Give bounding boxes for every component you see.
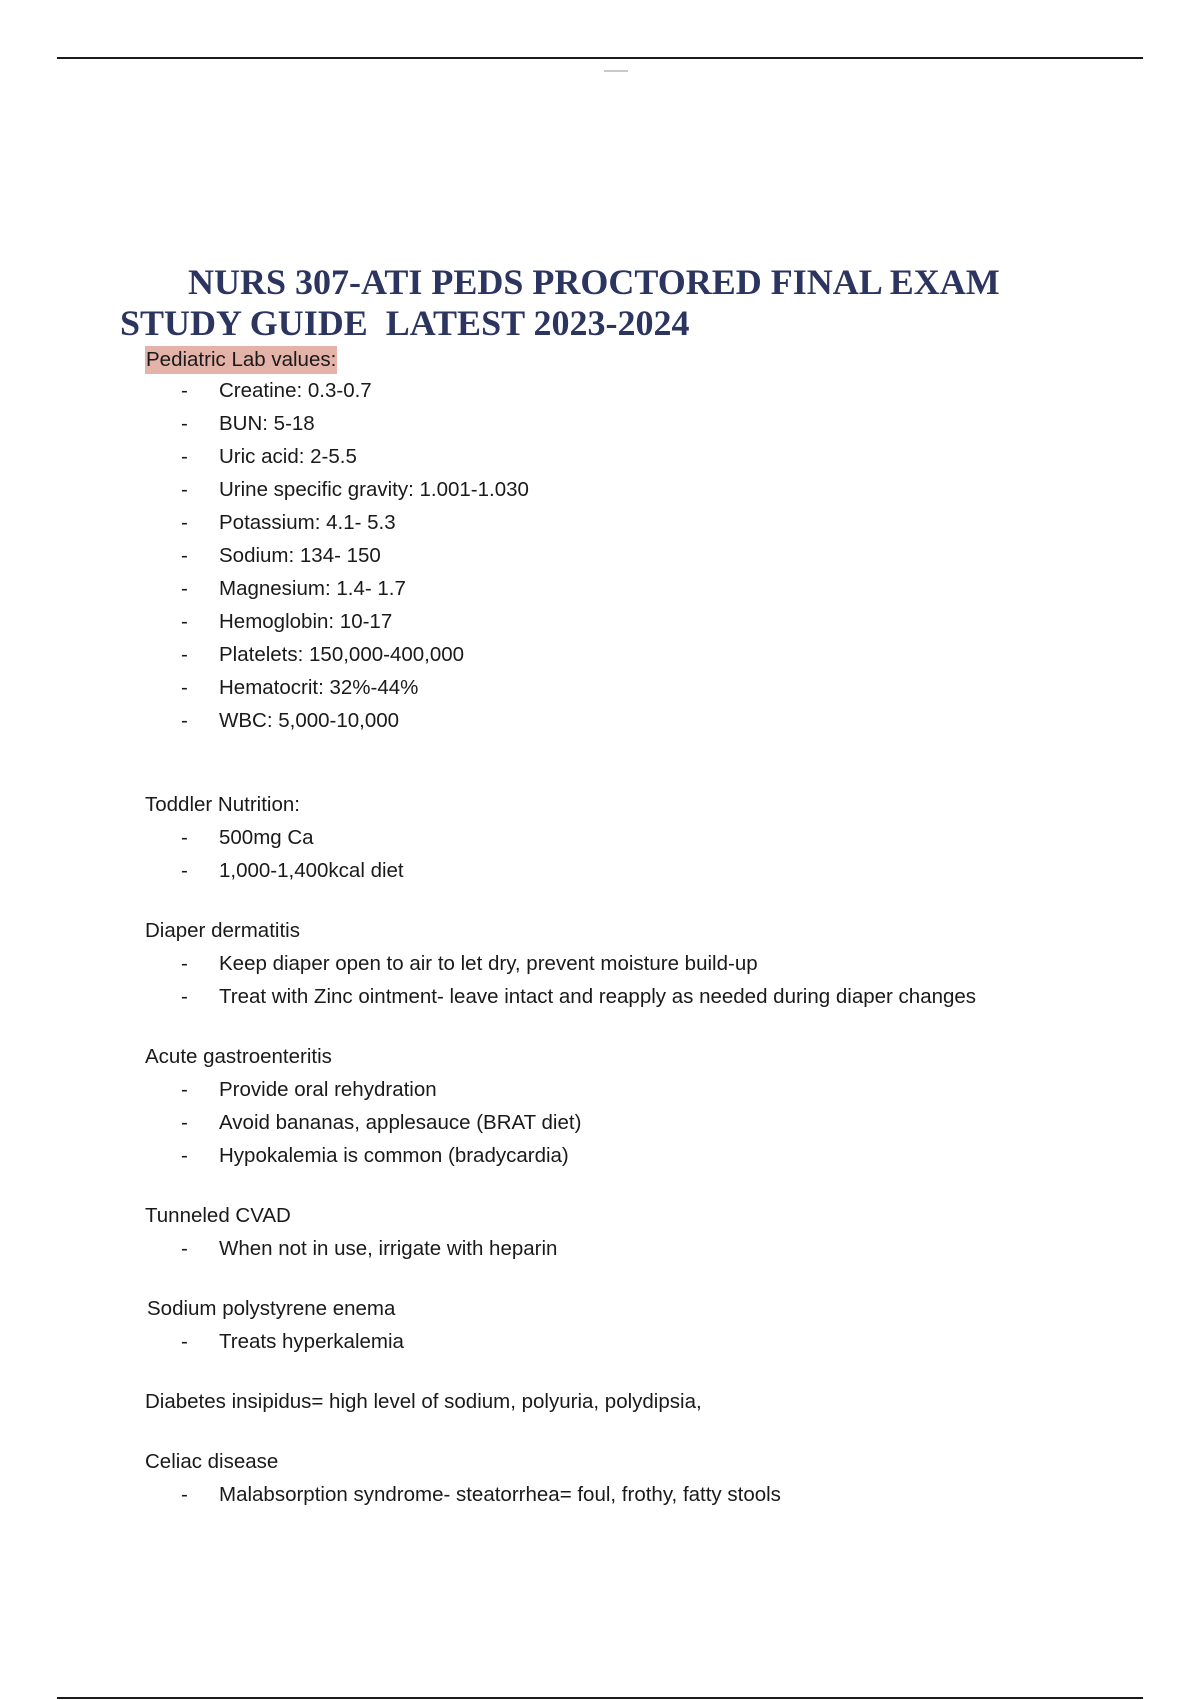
dash-bullet: - <box>181 577 188 600</box>
dash-bullet: - <box>181 985 188 1008</box>
list-item-text: Treats hyperkalemia <box>219 1330 404 1353</box>
list-item-text: Provide oral rehydration <box>219 1078 437 1101</box>
bullet-list <box>145 1232 1125 1265</box>
list-item <box>145 1106 1125 1139</box>
dash-bullet: - <box>181 511 188 534</box>
list-item <box>145 1232 1125 1265</box>
spacer <box>145 1013 1125 1041</box>
bullet-list <box>145 1478 1125 1511</box>
dash-bullet: - <box>181 379 188 402</box>
list-item-text: Platelets: 150,000-400,000 <box>219 643 465 666</box>
list-item-text: Keep diaper open to air to let dry, prevent moisture build-up <box>219 952 758 975</box>
list-item <box>145 638 1125 671</box>
spacer <box>145 737 1125 789</box>
spacer <box>145 887 1125 915</box>
list-item <box>145 671 1125 704</box>
list-item <box>145 539 1125 572</box>
title-line-1: NURS 307-ATI PEDS PROCTORED FINAL EXAM <box>188 262 1000 302</box>
list-item-text: Treat with Zinc ointment- leave intact and reapply as needed during diaper changes <box>219 985 977 1008</box>
list-item <box>145 1325 1125 1358</box>
spacer <box>145 1265 1125 1293</box>
list-item-text: Magnesium: 1.4- 1.7 <box>219 577 406 600</box>
dash-bullet: - <box>181 478 188 501</box>
dash-bullet: - <box>181 826 188 849</box>
list-item <box>145 1478 1125 1511</box>
dash-bullet: - <box>181 1111 188 1134</box>
page-bottom-rule <box>57 1697 1143 1699</box>
title-line-2: STUDY GUIDE LATEST 2023-2024 <box>120 303 690 343</box>
list-item <box>145 506 1125 539</box>
list-item-text: 500mg Ca <box>219 826 314 849</box>
section-heading: Diabetes insipidus= high level of sodium, polyuria, polydipsia, <box>145 1390 702 1413</box>
section-heading: Celiac disease <box>145 1450 279 1473</box>
list-item-text: Hemoglobin: 10-17 <box>219 610 393 633</box>
list-item <box>145 605 1125 638</box>
dash-bullet: - <box>181 412 188 435</box>
section-sodium-polystyrene-enema <box>145 1293 1125 1358</box>
list-item <box>145 374 1125 407</box>
list-item <box>145 1139 1125 1172</box>
document-title <box>120 262 1120 344</box>
dash-bullet: - <box>181 1330 188 1353</box>
dash-bullet: - <box>181 1144 188 1167</box>
list-item-text: When not in use, irrigate with heparin <box>219 1237 558 1260</box>
bullet-list <box>145 1325 1125 1358</box>
dash-bullet: - <box>181 445 188 468</box>
list-item <box>145 821 1125 854</box>
header-mark <box>604 70 628 72</box>
list-item-text: Hypokalemia is common (bradycardia) <box>219 1144 569 1167</box>
list-item <box>145 854 1125 887</box>
list-item-text: WBC: 5,000-10,000 <box>219 709 400 732</box>
section-heading: Diaper dermatitis <box>145 919 300 942</box>
study-guide-content <box>145 346 1125 1511</box>
section-celiac-disease <box>145 1446 1125 1511</box>
dash-bullet: - <box>181 1078 188 1101</box>
list-item <box>145 1073 1125 1106</box>
section-toddler-nutrition <box>145 789 1125 887</box>
bullet-list <box>145 1073 1125 1172</box>
list-item-text: 1,000-1,400kcal diet <box>219 859 404 882</box>
spacer <box>145 1358 1125 1386</box>
section-heading: Sodium polystyrene enema <box>147 1297 396 1320</box>
spacer <box>145 1172 1125 1200</box>
dash-bullet: - <box>181 1483 188 1506</box>
dash-bullet: - <box>181 1237 188 1260</box>
bullet-list <box>145 374 1125 737</box>
list-item-text: BUN: 5-18 <box>219 412 315 435</box>
dash-bullet: - <box>181 709 188 732</box>
section-heading: Tunneled CVAD <box>145 1204 291 1227</box>
list-item <box>145 572 1125 605</box>
list-item-text: Avoid bananas, applesauce (BRAT diet) <box>219 1111 582 1134</box>
spacer <box>145 1418 1125 1446</box>
list-item-text: Hematocrit: 32%-44% <box>219 676 419 699</box>
dash-bullet: - <box>181 643 188 666</box>
dash-bullet: - <box>181 610 188 633</box>
dash-bullet: - <box>181 676 188 699</box>
page-top-rule <box>57 57 1143 59</box>
list-item <box>145 440 1125 473</box>
list-item-text: Creatine: 0.3-0.7 <box>219 379 372 402</box>
section-pediatric-lab-values <box>145 346 1125 737</box>
dash-bullet: - <box>181 544 188 567</box>
dash-bullet: - <box>181 952 188 975</box>
section-diabetes-insipidus <box>145 1386 1125 1418</box>
list-item-text: Malabsorption syndrome- steatorrhea= foul, frothy, fatty stools <box>219 1483 781 1506</box>
section-acute-gastroenteritis <box>145 1041 1125 1172</box>
list-item <box>145 407 1125 440</box>
section-tunneled-cvad <box>145 1200 1125 1265</box>
list-item-text: Potassium: 4.1- 5.3 <box>219 511 396 534</box>
bullet-list <box>145 821 1125 887</box>
list-item-text: Urine specific gravity: 1.001-1.030 <box>219 478 529 501</box>
section-diaper-dermatitis <box>145 915 1125 1013</box>
section-heading: Toddler Nutrition: <box>145 793 300 816</box>
list-item <box>145 980 1125 1013</box>
section-heading: Acute gastroenteritis <box>145 1045 332 1068</box>
dash-bullet: - <box>181 859 188 882</box>
list-item <box>145 473 1125 506</box>
list-item-text: Uric acid: 2-5.5 <box>219 445 357 468</box>
list-item-text: Sodium: 134- 150 <box>219 544 381 567</box>
bullet-list <box>145 947 1125 1013</box>
section-heading: Pediatric Lab values: <box>145 346 337 374</box>
list-item <box>145 947 1125 980</box>
list-item <box>145 704 1125 737</box>
